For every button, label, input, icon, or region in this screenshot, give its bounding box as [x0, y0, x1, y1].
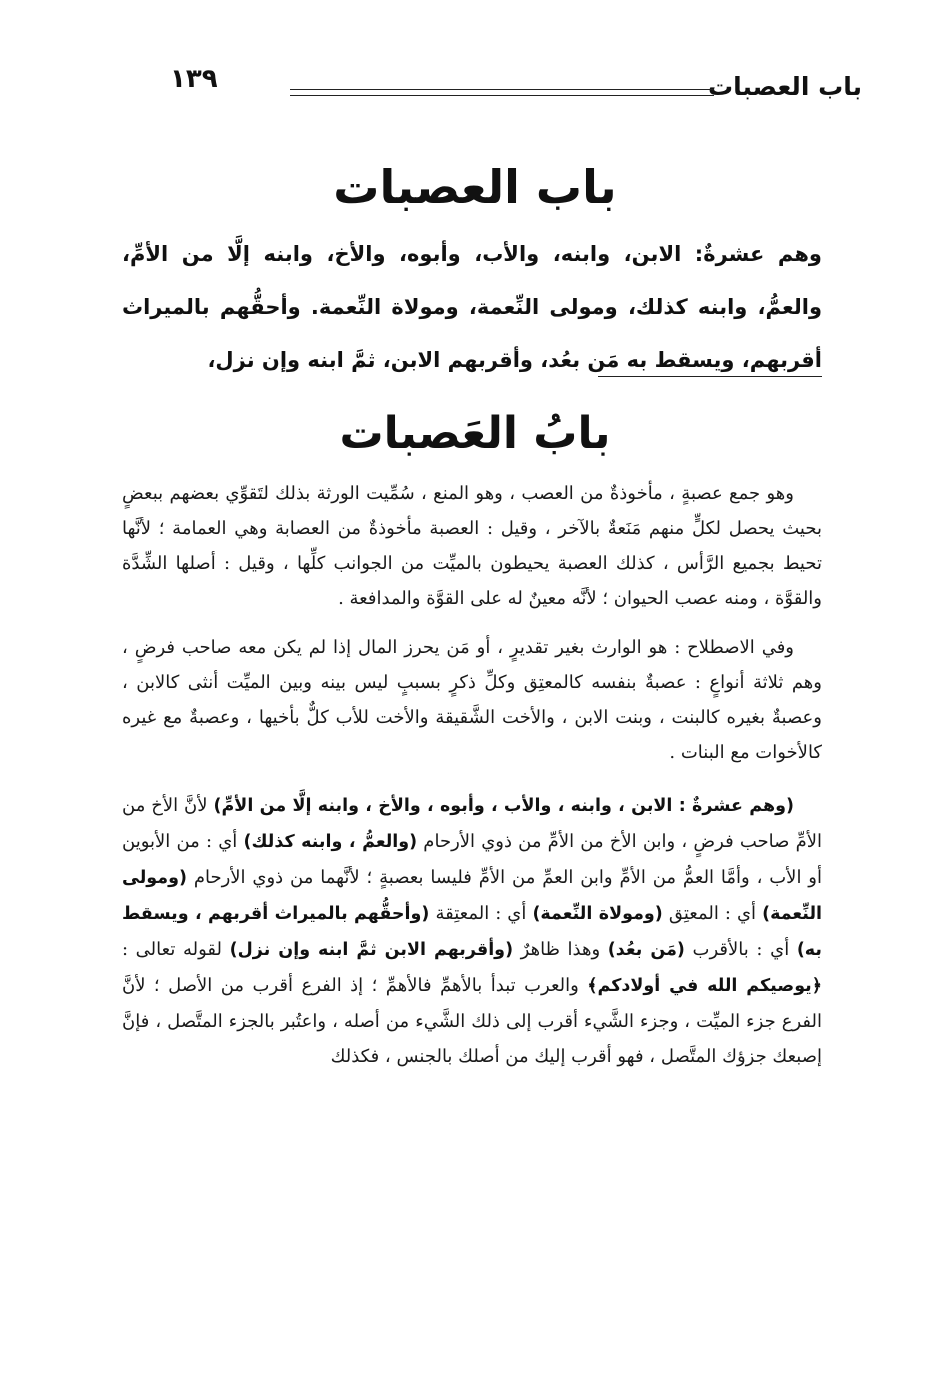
- commentary-text: أي : بالأقرب: [684, 939, 797, 960]
- commentary-text: أي : المعتِقة: [429, 903, 533, 924]
- matn-text: وهم عشرةٌ: الابن، وابنه، والأب، وأبوه، والأخ، وابنه إلَّا من الأمِّ، والعمُّ، وابنه كذلك، ومولى النِّعمة، ومولاة النِّعمة. وأحقُّهم بالميراث أقربهم، ويسقط به مَن بعُد، وأقربهم الابن، ثمَّ ابنه وإن نزل،: [122, 242, 822, 372]
- running-header: [170, 62, 862, 112]
- page-number: ١٣٩: [170, 64, 218, 94]
- quoted-matn: (ومولى النِّعمة): [122, 868, 823, 924]
- quoted-matn: (وأحقُّهم بالميراث أقربهم ، ويسقط به): [122, 904, 822, 960]
- quoted-matn: (وأقربهم الابن ثمَّ ابنه وإن نزل): [229, 940, 514, 960]
- quoted-matn: (والعمُّ ، وابنه كذلك): [243, 832, 418, 852]
- commentary-text: وهذا ظاهرٌ: [513, 939, 608, 960]
- quran-verse: ﴿يوصيكم الله في أولادكم﴾: [587, 976, 823, 996]
- header-rule: [290, 89, 714, 96]
- commentary-paragraph-2: وفي الاصطلاح : هو الوارث بغير تقديرٍ ، أو مَن يحرز المال إذا لم يكن معه صاحب فرضٍ ، وهم ثلاثة أنواعٍ : عصبةٌ بنفسه كالمعتِق وكلِّ ذكرٍ بسببٍ ليس بينه وبين الميِّت أنثى كالابن ، وعصبةٌ بغيره كالبنت ، وبنت الابن ، والأخت الشَّقيقة والأخت للأب كلٌّ بأخيها ، وعصبةٌ مع غيره كالأخوات مع البنات .: [122, 637, 822, 763]
- quoted-matn: (مَن بعُد): [607, 940, 685, 960]
- commentary-paragraph-3: [122, 788, 822, 1074]
- running-title: باب العصبات: [707, 72, 862, 101]
- commentary-body: [122, 476, 822, 1088]
- quoted-matn: (ومولاة النِّعمة): [532, 904, 663, 924]
- quoted-matn: (وهم عشرةٌ : الابن ، وابنه ، والأب ، وأبوه ، والأخ ، وابنه إلَّا من الأمِّ): [213, 796, 794, 816]
- commentary-text: لقوله تعالى :: [122, 939, 230, 960]
- matn-separator-rule: [598, 376, 822, 377]
- chapter-title: باب العصبات: [333, 160, 617, 214]
- commentary-paragraph-1: وهو جمع عصبةٍ ، مأخوذةٌ من العصب ، وهو المنع ، سُمِّيت الورثة بذلك لتَقوِّي بعضهم ببعضٍ بحيث يحصل لكلٍّ منهم مَنَعةٌ بالآخر ، وقيل : العصبة مأخوذةٌ من العصابة وهي العمامة ؛ لأنَّها تحيط بجميع الرَّأس ، كذلك العصبة يحيطون بالميِّت من الجوانب كلِّها ، وقيل : أصلها الشِّدَّة والقوَّة ، ومنه عصب الحيوان ؛ لأنَّه معينٌ له على القوَّة والمدافعة .: [122, 483, 822, 609]
- commentary-text: أي : المعتِق: [662, 903, 763, 924]
- commentary-text: والعرب تبدأ بالأهمِّ فالأهمِّ ؛ إذ الفرع أقرب من الأصل ؛ لأنَّ الفرع جزء الميِّت ، وجزء الشَّيء أقرب إلى ذلك الشَّيء من أصله ، واعتُبر بالجزء المتَّصل ، فإنَّ إصبعك جزؤك المتَّصل ، فهو أقرب إليك من أصلك بالجنس ، فكذلك: [122, 975, 822, 1067]
- commentary-text: لأنَّ الأخ من الأمِّ صاحب فرضٍ ، وابن الأخ من الأمِّ من ذوي الأرحام: [122, 795, 822, 852]
- commentary-text: أي : من الأبوين أو الأب ، وأمَّا العمُّ من الأمِّ وابن العمِّ من الأمِّ فليسا بعصبةٍ ؛ لأنَّهما من ذوي الأرحام: [122, 831, 822, 888]
- commentary-title: بابُ العَصبات: [339, 408, 611, 459]
